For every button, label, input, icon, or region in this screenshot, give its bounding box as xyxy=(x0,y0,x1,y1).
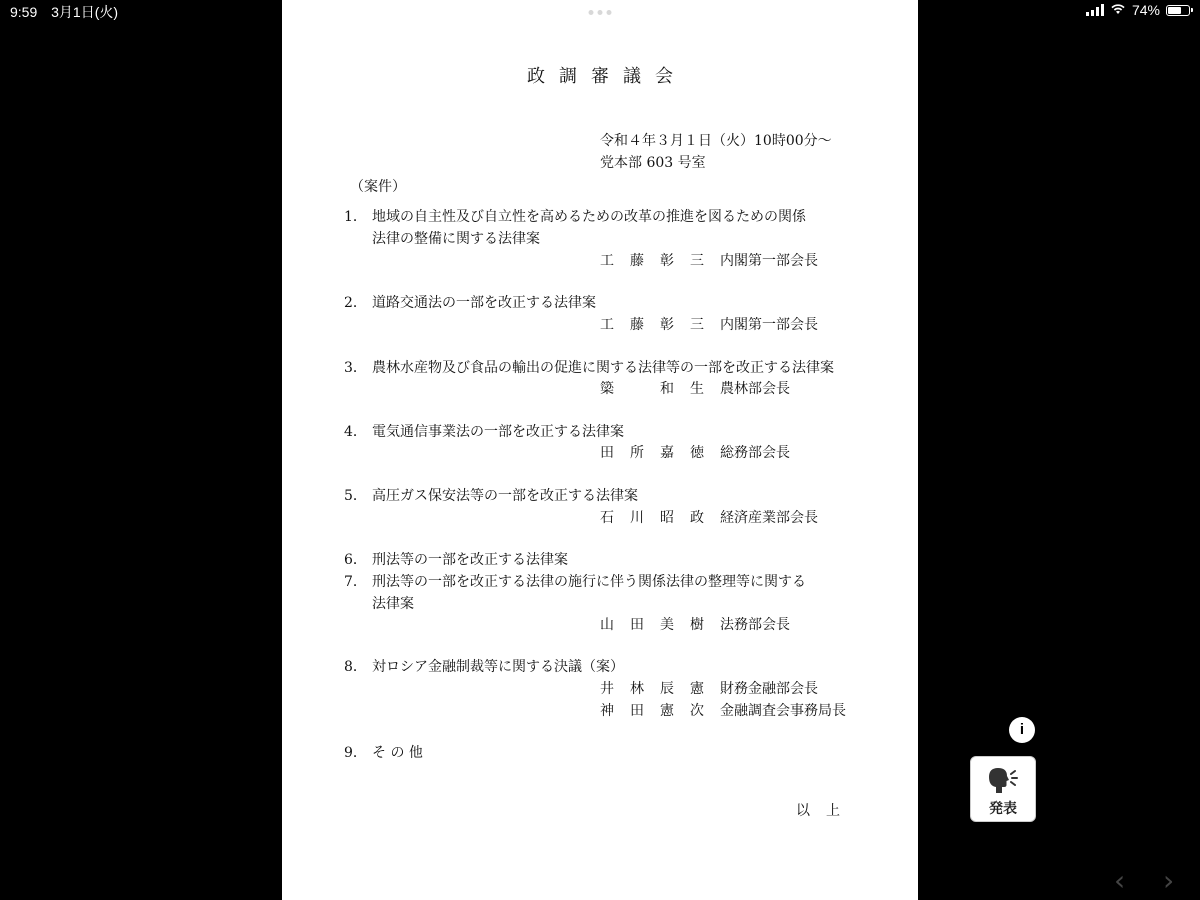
item-number: 5． xyxy=(344,488,367,504)
presenter-row xyxy=(600,614,790,636)
presenter-role: 経済産業部会長 xyxy=(720,510,818,526)
battery-percent: 74% xyxy=(1131,2,1160,18)
agenda-item xyxy=(344,571,864,615)
meeting-location: 党本部 603 号室 xyxy=(600,155,706,171)
presenter-name: 山 田 美 樹 xyxy=(600,617,704,633)
meeting-info xyxy=(600,130,832,174)
speaking-head-icon xyxy=(986,765,1020,795)
agenda-item xyxy=(344,742,864,764)
wifi-icon xyxy=(1110,3,1126,18)
agenda-item xyxy=(344,206,864,250)
item-number: 2． xyxy=(344,295,367,311)
agenda-item xyxy=(344,485,864,507)
item-text: 農林水産物及び食品の輸出の促進に関する法律等の一部を改正する法律案 xyxy=(372,360,834,376)
presenter-role: 農林部会長 xyxy=(720,381,790,397)
agenda-item xyxy=(344,357,864,379)
info-button[interactable]: i xyxy=(1009,717,1035,743)
item-text: 対ロシア金融制裁等に関する決議（案） xyxy=(372,659,624,675)
item-number: 6． xyxy=(344,552,367,568)
presenter-role: 金融調査会事務局長 xyxy=(720,703,846,719)
presenter-role: 財務金融部会長 xyxy=(720,681,818,697)
presenter-name: 石 川 昭 政 xyxy=(600,510,704,526)
status-bar-right xyxy=(1086,2,1190,18)
item-text: 道路交通法の一部を改正する法律案 xyxy=(372,295,596,311)
prev-page-icon[interactable]: ‹ xyxy=(1114,864,1126,897)
status-bar-left xyxy=(10,2,128,22)
speak-button[interactable] xyxy=(970,756,1036,822)
document-title: 政調審議会 xyxy=(527,66,687,87)
signal-icon xyxy=(1086,4,1104,16)
presenter-row xyxy=(600,700,846,722)
agenda-item xyxy=(344,292,864,314)
presenter-role: 総務部会長 xyxy=(720,445,790,461)
case-label: （案件） xyxy=(350,179,406,195)
agenda-item xyxy=(344,549,864,571)
agenda-item xyxy=(344,421,864,443)
closing-text: 以上 xyxy=(796,803,856,819)
presenter-row xyxy=(600,678,818,700)
presenter-name: 簗 和 生 xyxy=(600,381,704,397)
presenter-name: 井 林 辰 憲 xyxy=(600,681,704,697)
item-number: 1． xyxy=(344,209,367,225)
presenter-role: 内閣第一部会長 xyxy=(720,253,818,269)
battery-level xyxy=(1168,7,1181,14)
speak-button-label: 発表 xyxy=(989,800,1017,816)
presenter-row xyxy=(600,250,818,272)
item-number: 3． xyxy=(344,360,367,376)
presenter-name: 工 藤 彰 三 xyxy=(600,317,704,333)
presenter-row xyxy=(600,507,818,529)
document-page[interactable] xyxy=(282,0,918,900)
presenter-row xyxy=(600,378,790,400)
item-number: 7． xyxy=(344,574,367,590)
item-text: 法律の整備に関する法律案 xyxy=(372,231,540,247)
next-page-icon[interactable]: › xyxy=(1163,864,1175,897)
item-number: 8． xyxy=(344,659,367,675)
item-text: 刑法等の一部を改正する法律案 xyxy=(372,552,568,568)
status-date: 3月1日(火) xyxy=(51,4,119,20)
presenter-name: 田 所 嘉 徳 xyxy=(600,445,704,461)
meeting-datetime: 令和４年３月１日（火）10時00分〜 xyxy=(600,133,832,149)
presenter-row xyxy=(600,442,790,464)
battery-icon xyxy=(1166,5,1190,16)
presenter-row xyxy=(600,314,818,336)
status-time: 9:59 xyxy=(10,4,38,20)
presenter-name: 神 田 憲 次 xyxy=(600,703,704,719)
agenda-item xyxy=(344,656,864,678)
item-number: 9． xyxy=(344,745,367,761)
presenter-role: 内閣第一部会長 xyxy=(720,317,818,333)
presenter-name: 工 藤 彰 三 xyxy=(600,253,704,269)
item-text: 刑法等の一部を改正する法律の施行に伴う関係法律の整理等に関する xyxy=(372,574,806,590)
item-text: 法律案 xyxy=(372,596,414,612)
item-text: 高圧ガス保安法等の一部を改正する法律案 xyxy=(372,488,638,504)
item-text: そ の 他 xyxy=(372,745,423,761)
presenter-role: 法務部会長 xyxy=(720,617,790,633)
item-text: 地域の自主性及び自立性を高めるための改革の推進を図るための関係 xyxy=(372,209,806,225)
item-text: 電気通信事業法の一部を改正する法律案 xyxy=(372,424,624,440)
item-number: 4． xyxy=(344,424,367,440)
page-grabber[interactable] xyxy=(589,10,612,15)
